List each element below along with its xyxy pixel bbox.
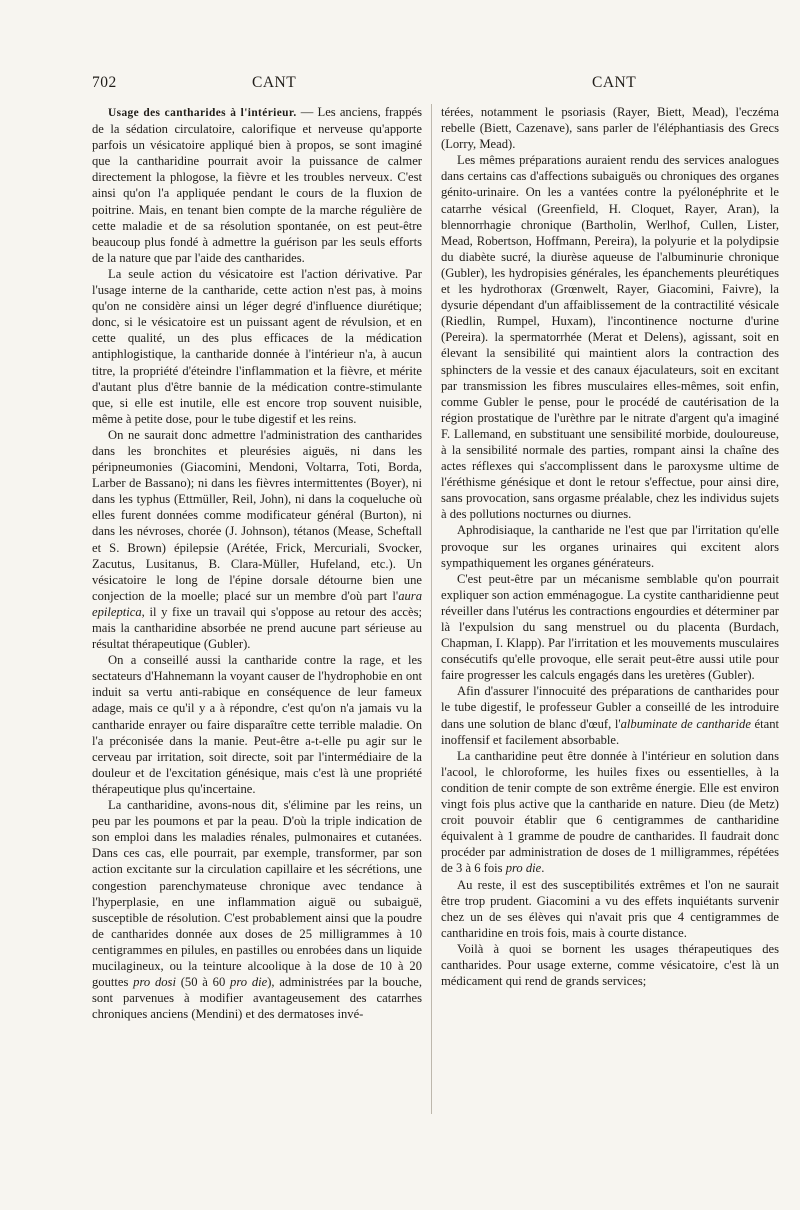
italic-term: pro die xyxy=(230,975,268,990)
right-column xyxy=(441,104,779,989)
paragraph: térées, notamment le psoriasis (Rayer, Biett, Mead), l'eczéma rebelle (Biett, Cazenave), sans parler de l'éléphantiasis des Grecs (Lorry, Mead). xyxy=(441,105,779,152)
italic-term: pro dosi xyxy=(133,975,176,990)
paragraph: Les mêmes préparations auraient rendu des services analogues dans certains cas d'affections subaiguës ou chroniques des organes génito-urinaire. On les a vantées contre la pyélonéphrite et le catarrhe vésical (Greenfield, H. Cloquet, Rayer, Aran), la blennorrhagie chronique (Bartholin, Werlhof, Cullen, Lister, Mead, Robertson, Hoffmann, Pereira), la polyurie et la polydipsie du diabète sucré, la diurèse aqueuse de l'albuminurie chronique (Gubler), les hydropisies générales, les épanchements pleurétiques et les hydrothorax (Grœnwelt, Rayer, Giacomini, Faivre), la dysurie dépendant d'un affaiblissement de la contractilité vésicale (Riedlin, Rumpel, Huxam), l'incontinence nocturne d'urine (Pereira). la spermatorrhée (Merat et Delens), agissant, soit en élevant la sensibilité qui maintient alors la contraction des sphincters de la vessie et des canaux éjaculateurs, soit en excitant par transmission les fibres musculaires elles-mêmes, soit enfin, comme Gubler le pense, pour le procédé de cautérisation de la région prostatique de l'urèthre par le nitrate d'argent qu'a imaginé F. Lallemand, en substituant une sensibilité morbide, douloureuse, à la sensibilité normale des parties, rompant ainsi la chaîne des actes réflexes qui s'accomplissent dans le paroxysme ultime de l'éréthisme génésique et dont le retour s'effectue, pour ainsi dire, sans provocation, sans orgasme préalable, chez les individus sujets à des pollutions nocturnes ou diurnes. xyxy=(441,153,779,522)
paragraph xyxy=(92,427,422,652)
italic-term: aura epileptica xyxy=(92,588,422,619)
column-divider xyxy=(431,104,432,1114)
italic-term: pro die xyxy=(505,861,542,876)
paragraph-text: (50 à 60 xyxy=(175,975,231,990)
paragraph xyxy=(92,104,422,266)
paragraph-text: ), administrées par la bouche, sont parvenues à modifier avantageusement des catarrhes chroniques anciens (Mendini) et des dermatoses invé- xyxy=(92,975,422,1022)
section-heading: Usage des cantharides à l'intérieur. xyxy=(108,107,297,119)
paragraph-text: — Les anciens, frappés de la sédation circulatoire, calorifique et nerveuse qu'apporte parfois un vésicatoire appliqué bien à propos, se sont imaginé que la cantharidine pourrait avoir la puissance de calmer directement la phlogose, la fièvre et les troubles nerveux. C'est ainsi qu'on l'a appliquée pendant le cours de la fluxion de poitrine. Mais, en tenant bien compte de la marche régulière de cette maladie et de sa résolution spontanée, on est peut-être beaucoup plus fondé à admettre la guérison par les seuls efforts de la nature que par l'aide des cantharides. xyxy=(92,105,422,265)
paragraph-text: . xyxy=(541,861,545,876)
paragraph: Voilà à quoi se bornent les usages thérapeutiques des cantharides. Pour usage externe, comme vésicatoire, c'est là un médicament qui rend de grands services; xyxy=(441,941,779,989)
left-column xyxy=(92,104,422,1022)
paragraph xyxy=(441,683,779,747)
running-head-right: CANT xyxy=(592,74,637,91)
paragraph-text: , il y fixe un travail qui s'oppose au retour des accès; mais la cantharidine absorbée ne prend aucune part sérieuse au résultat thérapeutique (Gubler). xyxy=(92,604,422,652)
paragraph: La seule action du vésicatoire est l'action dérivative. Par l'usage interne de la cantharide, cette action n'est pas, à moins qu'on ne considère ainsi un léger degré d'influence diurétique; donc, si le vésicatoire est un puissant agent de révulsion, et en cette qualité, un des plus efficaces de la médication antiphlogistique, la cantharide donnée à l'intérieur n'a, à aucun titre, la propriété d'éteindre l'inflammation et la fièvre, et mérite d'autant plus d'être bannie de la médication contre-stimulante que, si elle est inutile, elle est encore trop souvent nuisible, même à petite dose, pour le tube digestif et les reins. xyxy=(92,266,422,426)
paragraph xyxy=(441,748,779,877)
paragraph: Aphrodisiaque, la cantharide ne l'est que par l'irritation qu'elle provoque sur les organes urinaires qui excitent alors sympathiquement les organes générateurs. xyxy=(441,523,779,570)
paragraph: On a conseillé aussi la cantharide contre la rage, et les sectateurs d'Hahnemann la voyant causer de l'hydrophobie en ont induit sa vertu anti-rabique en conséquence de leur fameux adage, mais ce qu'il y a à répondre, c'est qu'on n'a jamais vu la cantharide enrayer ou faire disparaître cette terrible maladie. On l'a préconisée dans la manie. Peut-être a-t-elle pu agir sur le cerveau par irritation, soit directe, soit par l'intermédiaire de la douleur et de l'excitation génésique, mais c'est là une propriété thérapeutique plus qu'incertaine. xyxy=(92,653,422,796)
paragraph-text: étant inoffensif et facilement absorbable. xyxy=(441,716,779,747)
page-header xyxy=(92,74,792,100)
paragraph-text: Afin d'assurer l'innocuité des préparations de cantharides pour le tube digestif, le professeur Gubler a conseillé de les introduire dans une solution de blanc d'œuf, l' xyxy=(441,684,779,731)
paragraph-text: On ne saurait donc admettre l'administration des cantharides dans les bronchites et pleurésies aiguës, ni dans les péripneumonies (Giacomini, Mendoni, Voltarra, Toti, Borda, Larber de Bassano); ni dans les fièvres intermittentes (Boyer), ni dans les typhus (Ettmüller, Reil, John), ni dans la coqueluche où elles furent données comme modificateur général (Burton), ni dans les névroses, chorée (J. Johnson), tétanos (Mease, Scheftall et S. Brown) épilepsie (Arétée, Frick, Mercuriali, Svocker, Zacutus, Lusitanus, B. Clara-Müller, Hufeland, etc.). Un vésicatoire le long de l'épine dorsale détourne bien une conjection de la moelle; placé sur un membre d'où part l' xyxy=(92,427,422,603)
paragraph xyxy=(92,797,422,1022)
paragraph-text: La cantharidine, avons-nous dit, s'élimine par les reins, un peu par les poumons et par la peau. D'où la triple indication de son emploi dans les maladies rénales, pulmonaires et cutanées. Dans ces cas, elle pourrait, par exemple, transformer, par son action excitante sur la circulation capillaire et les sécrétions, une congestion parenchymateuse chronique avec tendance à l'hyperplasie, en une inflammation aiguë ou subaiguë, susceptible de résolution. C'est probablement ainsi que la poudre de cantharides donnée aux doses de 25 milligrammes à 10 centigrammes en pilules, en pastilles ou enrobées dans un liquide mucilagineux, ou la teinture alcoolique à la dose de 10 à 20 gouttes xyxy=(92,798,422,990)
paragraph: C'est peut-être par un mécanisme semblable qu'on pourrait expliquer son action emménagogue. La cystite cantharidienne peut réveiller dans l'utérus les contractions engourdies et déterminer par là l'expulsion du sang menstruel ou du placenta (Burdach, Chapman, I. Klapp). Par l'irritation et les mouvements musculaires consécutifs qu'elle provoque, elle serait peut-être aussi utile pour faire progresser les calculs engagés dans les uretères (Gubler). xyxy=(441,571,779,683)
italic-term: albuminate de cantharide xyxy=(620,716,751,731)
running-head-left: CANT xyxy=(252,74,297,91)
paragraph: Au reste, il est des susceptibilités extrêmes et l'on ne saurait être trop prudent. Giacomini a vu des effets inquiétants survenir chez un de ses élèves qui n'avait pris que 4 centigrammes de cantharidine en trois fois, mais à courte distance. xyxy=(441,877,779,940)
page-number: 702 xyxy=(92,74,117,91)
paragraph-text: La cantharidine peut être donnée à l'intérieur en solution dans l'acool, le chloroforme, les huiles fixes ou essentielles, à la condition de tenir compte de son extrême énergie. Elle est environ vingt fois plus active que la cantharide en nature. Dieu (de Metz) croit pouvoir établir que 6 centigrammes de cantharidine équivalent à 1 gramme de poudre de cantharides. Il faudrait donc procéder par administration de doses de 1 milligrammes, répétées de 3 à 6 fois xyxy=(441,748,779,876)
